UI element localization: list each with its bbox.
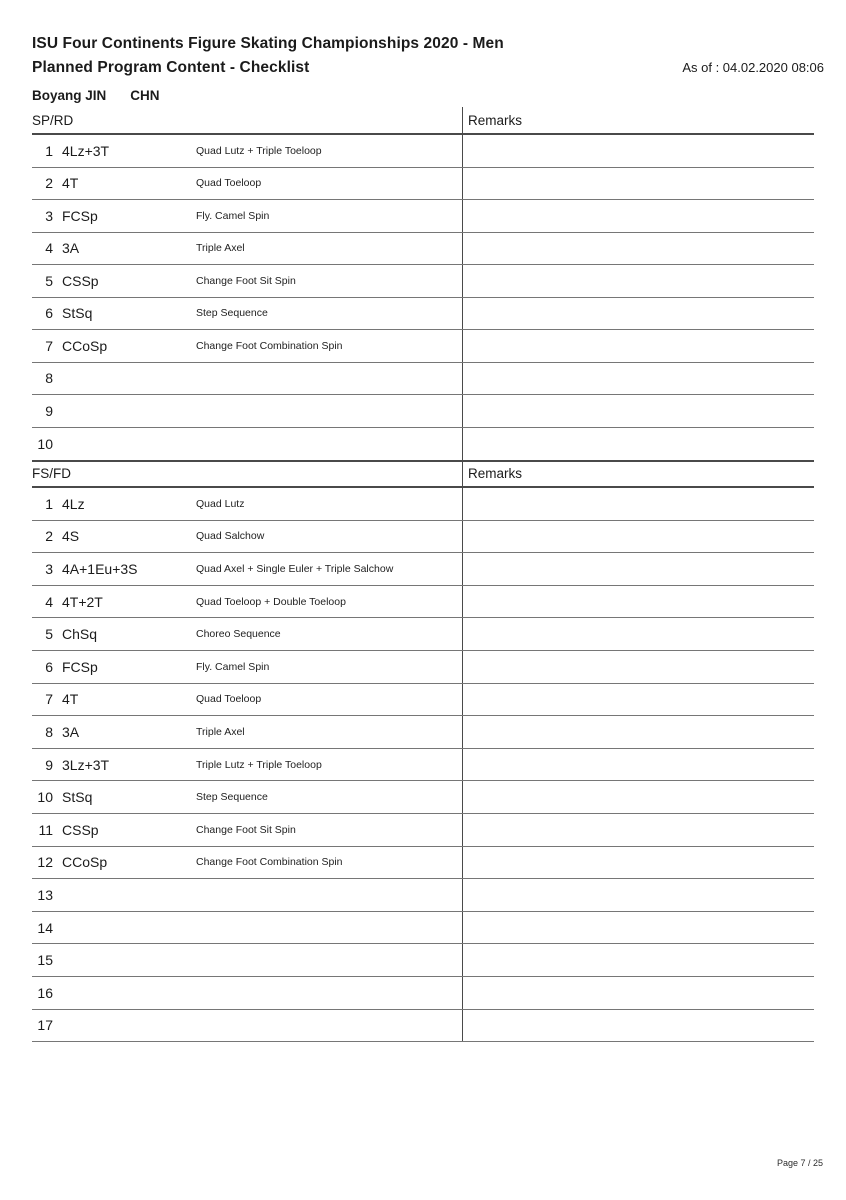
remarks-cell [462, 944, 814, 976]
table-row [32, 1010, 814, 1043]
remarks-cell [462, 716, 814, 748]
element-cell [32, 363, 462, 395]
element-code: 3A [62, 723, 80, 740]
element-description: Triple Axel [196, 242, 245, 255]
element-code: 4T+2T [62, 593, 103, 610]
subtitle-row [32, 59, 824, 77]
table-row [32, 200, 814, 233]
element-cell [32, 395, 462, 427]
remarks-cell [462, 912, 814, 944]
section-sp-rd [32, 107, 814, 460]
table-row [32, 428, 814, 461]
element-cell [32, 233, 462, 265]
element-number: 5 [45, 272, 53, 289]
element-cell [32, 135, 462, 167]
element-code: 4A+1Eu+3S [62, 560, 138, 577]
element-description: Change Foot Sit Spin [196, 274, 296, 287]
table-row [32, 553, 814, 586]
element-number: 7 [45, 337, 53, 354]
section-header [32, 460, 814, 488]
remarks-cell [462, 521, 814, 553]
table-row [32, 716, 814, 749]
element-code: 4Lz [62, 495, 85, 512]
element-cell [32, 814, 462, 846]
document-title: ISU Four Continents Figure Skating Championships 2020 - Men [32, 35, 504, 52]
remarks-cell [462, 977, 814, 1009]
remarks-cell [462, 1010, 814, 1042]
element-description: Change Foot Sit Spin [196, 823, 296, 836]
element-description: Change Foot Combination Spin [196, 856, 343, 869]
element-number: 1 [45, 142, 53, 159]
element-code: StSq [62, 305, 93, 322]
remarks-cell [462, 553, 814, 585]
remarks-column-header: Remarks [462, 107, 814, 133]
element-number: 16 [37, 984, 53, 1001]
element-cell [32, 781, 462, 813]
element-description: Change Foot Combination Spin [196, 339, 343, 352]
element-code: CCoSp [62, 337, 108, 354]
element-description: Quad Toeloop [196, 693, 262, 706]
remarks-cell [462, 363, 814, 395]
element-code: CCoSp [62, 854, 108, 871]
remarks-cell [462, 781, 814, 813]
element-number: 10 [37, 435, 53, 452]
element-cell [32, 684, 462, 716]
element-cell [32, 618, 462, 650]
skater-name: Boyang JIN [32, 88, 107, 103]
element-number: 8 [45, 370, 53, 387]
remarks-cell [462, 265, 814, 297]
element-description: Quad Toeloop [196, 177, 262, 190]
remarks-cell [462, 233, 814, 265]
element-cell [32, 330, 462, 362]
remarks-cell [462, 330, 814, 362]
table-row [32, 265, 814, 298]
element-cell [32, 553, 462, 585]
section-fs-fd [32, 460, 814, 1042]
element-code: CSSp [62, 821, 99, 838]
element-number: 11 [38, 821, 53, 838]
element-code: ChSq [62, 626, 98, 643]
element-cell [32, 847, 462, 879]
element-cell [32, 944, 462, 976]
table-row [32, 298, 814, 331]
section-header [32, 107, 814, 135]
element-cell [32, 521, 462, 553]
table-row [32, 847, 814, 880]
element-number: 15 [37, 952, 53, 969]
element-description: Triple Lutz + Triple Toeloop [196, 758, 322, 771]
remarks-cell [462, 428, 814, 461]
table-row [32, 363, 814, 396]
element-code: CSSp [62, 272, 99, 289]
element-number: 2 [45, 175, 53, 192]
element-code: StSq [62, 789, 93, 806]
remarks-cell [462, 879, 814, 911]
element-description: Fly. Camel Spin [196, 209, 270, 222]
element-number: 6 [45, 658, 53, 675]
element-number: 9 [45, 402, 53, 419]
table-row [32, 749, 814, 782]
table-row [32, 651, 814, 684]
element-cell [32, 200, 462, 232]
element-code: 4S [62, 528, 80, 545]
remarks-cell [462, 814, 814, 846]
element-number: 3 [45, 560, 53, 577]
element-number: 7 [45, 691, 53, 708]
skater-nation: CHN [130, 88, 160, 103]
remarks-cell [462, 749, 814, 781]
page-number: Page 7 / 25 [776, 1158, 823, 1168]
element-number: 9 [45, 756, 53, 773]
remarks-cell [462, 488, 814, 520]
element-cell [32, 1010, 462, 1042]
table-row [32, 879, 814, 912]
table-row [32, 781, 814, 814]
document-subtitle: Planned Program Content - Checklist [32, 59, 310, 76]
element-cell [32, 912, 462, 944]
remarks-cell [462, 298, 814, 330]
table-row [32, 684, 814, 717]
element-number: 5 [45, 626, 53, 643]
element-number: 10 [37, 789, 53, 806]
table-row [32, 912, 814, 945]
element-description: Quad Lutz + Triple Toeloop [196, 144, 322, 157]
element-description: Quad Salchow [196, 530, 265, 543]
section-label: SP/RD [32, 113, 74, 128]
element-cell [32, 586, 462, 618]
skater-line [32, 88, 160, 103]
section-label: FS/FD [32, 466, 71, 481]
remarks-cell [462, 200, 814, 232]
remarks-cell [462, 168, 814, 200]
element-number: 14 [37, 919, 53, 936]
element-number: 4 [45, 593, 53, 610]
element-description: Quad Lutz [196, 497, 245, 510]
element-cell [32, 749, 462, 781]
remarks-cell [462, 395, 814, 427]
element-cell [32, 879, 462, 911]
element-cell [32, 977, 462, 1009]
element-description: Quad Toeloop + Double Toeloop [196, 595, 346, 608]
element-cell [32, 265, 462, 297]
element-number: 2 [45, 528, 53, 545]
element-number: 3 [45, 207, 53, 224]
remarks-cell [462, 618, 814, 650]
element-code: 3A [62, 240, 80, 257]
section-rows [32, 135, 814, 460]
element-cell [32, 298, 462, 330]
element-number: 17 [37, 1017, 53, 1034]
table-row [32, 586, 814, 619]
remarks-cell [462, 586, 814, 618]
element-number: 13 [37, 886, 53, 903]
table-row [32, 977, 814, 1010]
table-row [32, 233, 814, 266]
program-content-table [32, 107, 814, 1042]
element-code: FCSp [62, 207, 98, 224]
table-row [32, 135, 814, 168]
element-description: Step Sequence [196, 791, 268, 804]
element-description: Triple Axel [196, 725, 245, 738]
table-row [32, 330, 814, 363]
element-description: Choreo Sequence [196, 628, 281, 641]
table-row [32, 168, 814, 201]
as-of-timestamp: As of : 04.02.2020 08:06 [682, 60, 824, 75]
element-description: Fly. Camel Spin [196, 660, 270, 673]
element-number: 4 [45, 240, 53, 257]
element-cell [32, 716, 462, 748]
element-number: 12 [37, 854, 53, 871]
element-cell [32, 488, 462, 520]
element-code: 4Lz+3T [62, 142, 110, 159]
remarks-cell [462, 684, 814, 716]
table-row [32, 814, 814, 847]
table-row [32, 618, 814, 651]
section-rows [32, 488, 814, 1042]
element-cell [32, 428, 462, 461]
element-code: 4T [62, 175, 79, 192]
remarks-cell [462, 847, 814, 879]
element-number: 8 [45, 723, 53, 740]
element-description: Step Sequence [196, 307, 268, 320]
element-code: 3Lz+3T [62, 756, 110, 773]
table-row [32, 944, 814, 977]
element-cell [32, 168, 462, 200]
element-code: FCSp [62, 658, 98, 675]
remarks-cell [462, 135, 814, 167]
element-number: 6 [45, 305, 53, 322]
element-code: 4T [62, 691, 79, 708]
table-row [32, 488, 814, 521]
table-row [32, 395, 814, 428]
remarks-cell [462, 651, 814, 683]
element-description: Quad Axel + Single Euler + Triple Salchow [196, 562, 394, 575]
table-row [32, 521, 814, 554]
element-number: 1 [45, 495, 53, 512]
element-cell [32, 651, 462, 683]
remarks-column-header: Remarks [462, 462, 814, 486]
